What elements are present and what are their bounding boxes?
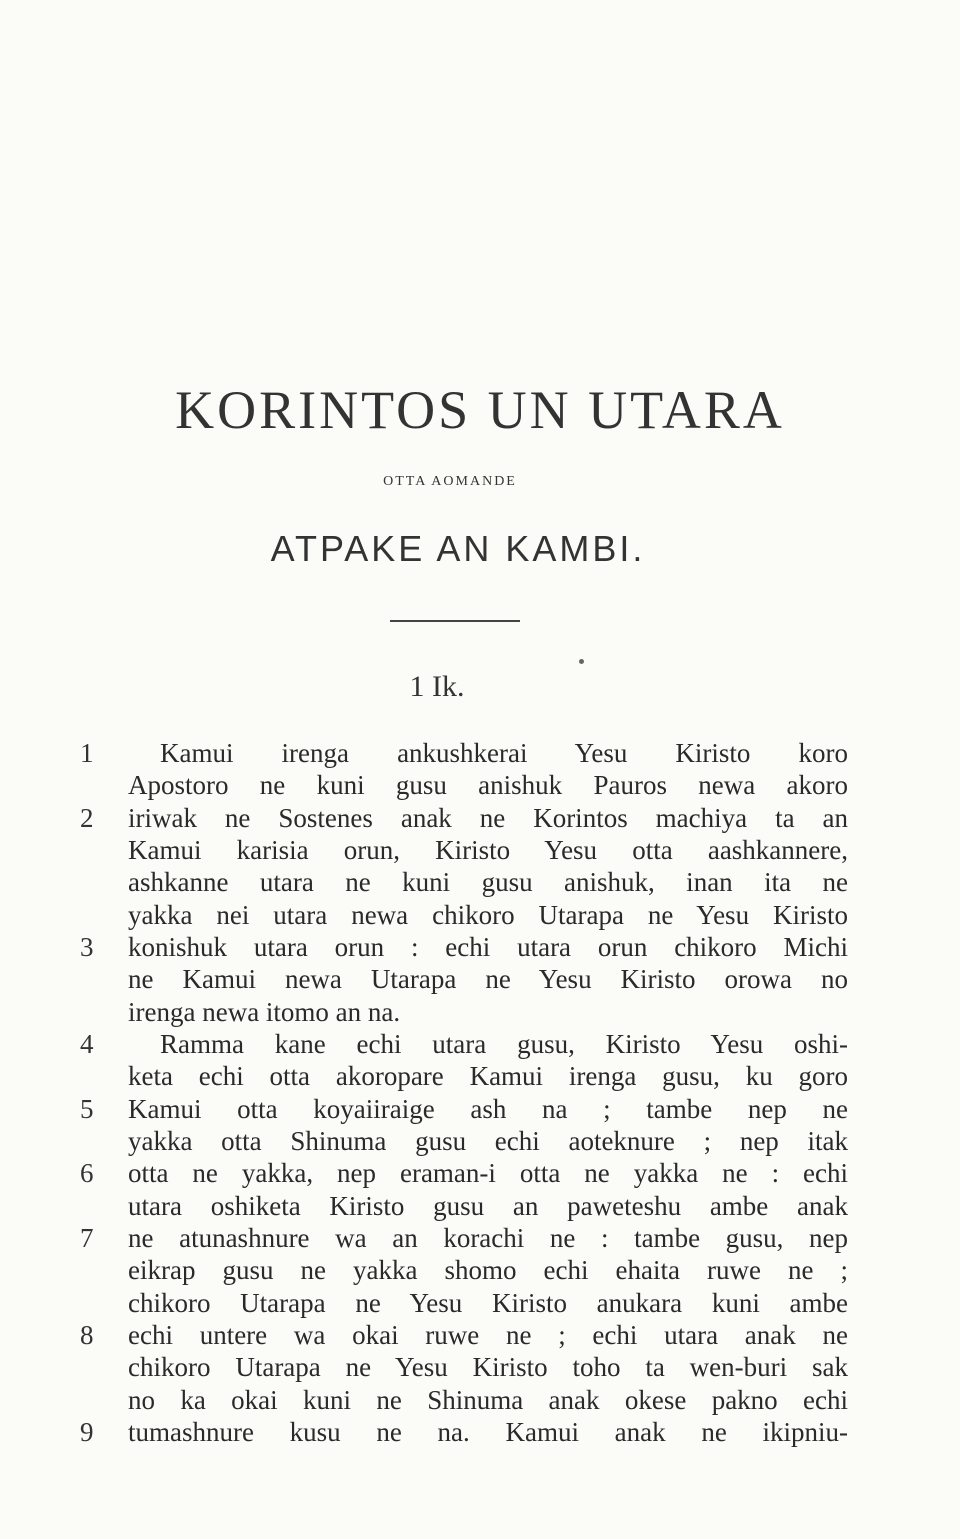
text-line xyxy=(0,899,960,931)
line-text: chikoro Utarapa ne Yesu Kiristo toho ta wen-buri sak xyxy=(128,1352,848,1383)
text-line xyxy=(0,996,960,1028)
text-line xyxy=(0,1060,960,1092)
line-text: tumashnure kusu ne na. Kamui anak ne ikipniu- xyxy=(128,1416,848,1447)
line-text: eikrap gusu ne yakka shomo echi ehaita ruwe ne ; xyxy=(128,1255,848,1286)
line-text: keta echi otta akoropare Kamui irenga gusu, ku goro xyxy=(128,1061,848,1092)
text-line xyxy=(0,1190,960,1222)
line-text: otta ne yakka, nep eraman-i otta ne yakka ne : echi xyxy=(128,1158,848,1189)
line-text: Kamui irenga ankushkerai Yesu Kiristo koro xyxy=(160,738,848,768)
text-line xyxy=(0,963,960,995)
verse-number: 7 xyxy=(80,1222,94,1253)
text-line xyxy=(0,834,960,866)
text-line xyxy=(0,1028,960,1060)
text-line xyxy=(0,1384,960,1416)
chapter-label: 1 Ik. xyxy=(409,670,465,703)
text-line xyxy=(0,931,960,963)
text-line xyxy=(0,737,960,769)
text-line xyxy=(0,1351,960,1383)
line-text: ashkanne utara ne kuni gusu anishuk, inan ita ne xyxy=(128,867,848,898)
text-line xyxy=(0,1319,960,1351)
line-text: echi untere wa okai ruwe ne ; echi utara anak ne xyxy=(128,1319,848,1350)
text-line xyxy=(0,866,960,898)
verse-number: 8 xyxy=(80,1319,94,1350)
text-line xyxy=(0,1287,960,1319)
verse-number: 6 xyxy=(80,1158,94,1189)
text-line xyxy=(0,802,960,834)
text-line xyxy=(0,1125,960,1157)
line-text: konishuk utara orun : echi utara orun chikoro Michi xyxy=(128,931,848,962)
ink-dot xyxy=(579,659,584,664)
text-line xyxy=(0,769,960,801)
line-text: iriwak ne Sostenes anak ne Korintos machiya ta an xyxy=(128,802,848,833)
divider-rule xyxy=(390,620,520,622)
text-line xyxy=(0,1093,960,1125)
text-line xyxy=(0,1222,960,1254)
verse-number: 9 xyxy=(80,1416,94,1447)
line-text: Ramma kane echi utara gusu, Kiristo Yesu oshi- xyxy=(160,1028,848,1059)
verse-number: 3 xyxy=(80,931,94,962)
text-line xyxy=(0,1416,960,1448)
line-text: yakka nei utara newa chikoro Utarapa ne Yesu Kiristo xyxy=(128,899,848,930)
line-text: utara oshiketa Kiristo gusu an paweteshu ambe anak xyxy=(128,1190,848,1221)
verse-number: 4 xyxy=(80,1028,94,1059)
line-text: chikoro Utarapa ne Yesu Kiristo anukara kuni ambe xyxy=(128,1287,848,1318)
line-text: yakka otta Shinuma gusu echi aoteknure ; nep itak xyxy=(128,1125,848,1156)
text-line xyxy=(0,1157,960,1189)
line-text: Kamui karisia orun, Kiristo Yesu otta aashkannere, xyxy=(128,834,848,865)
verse-number: 5 xyxy=(80,1093,94,1124)
page-title: KORINTOS UN UTARA xyxy=(175,380,785,440)
page-subtitle: OTTA AOMANDE xyxy=(383,474,517,489)
line-text: Apostoro ne kuni gusu anishuk Pauros newa akoro xyxy=(128,770,848,801)
line-text: irenga newa itomo an na. xyxy=(128,996,401,1027)
line-text: ne Kamui newa Utarapa ne Yesu Kiristo orowa no xyxy=(128,964,848,995)
verse-number: 1 xyxy=(80,738,94,768)
section-heading: ATPAKE AN KAMBI. xyxy=(270,528,646,569)
line-text: ne atunashnure wa an korachi ne : tambe gusu, nep xyxy=(128,1222,848,1253)
verse-number: 2 xyxy=(80,802,94,833)
line-text: no ka okai kuni ne Shinuma anak okese pakno echi xyxy=(128,1384,848,1415)
body-text xyxy=(0,737,960,1448)
text-line xyxy=(0,1254,960,1286)
line-text: Kamui otta koyaiiraige ash na ; tambe nep ne xyxy=(128,1093,848,1124)
